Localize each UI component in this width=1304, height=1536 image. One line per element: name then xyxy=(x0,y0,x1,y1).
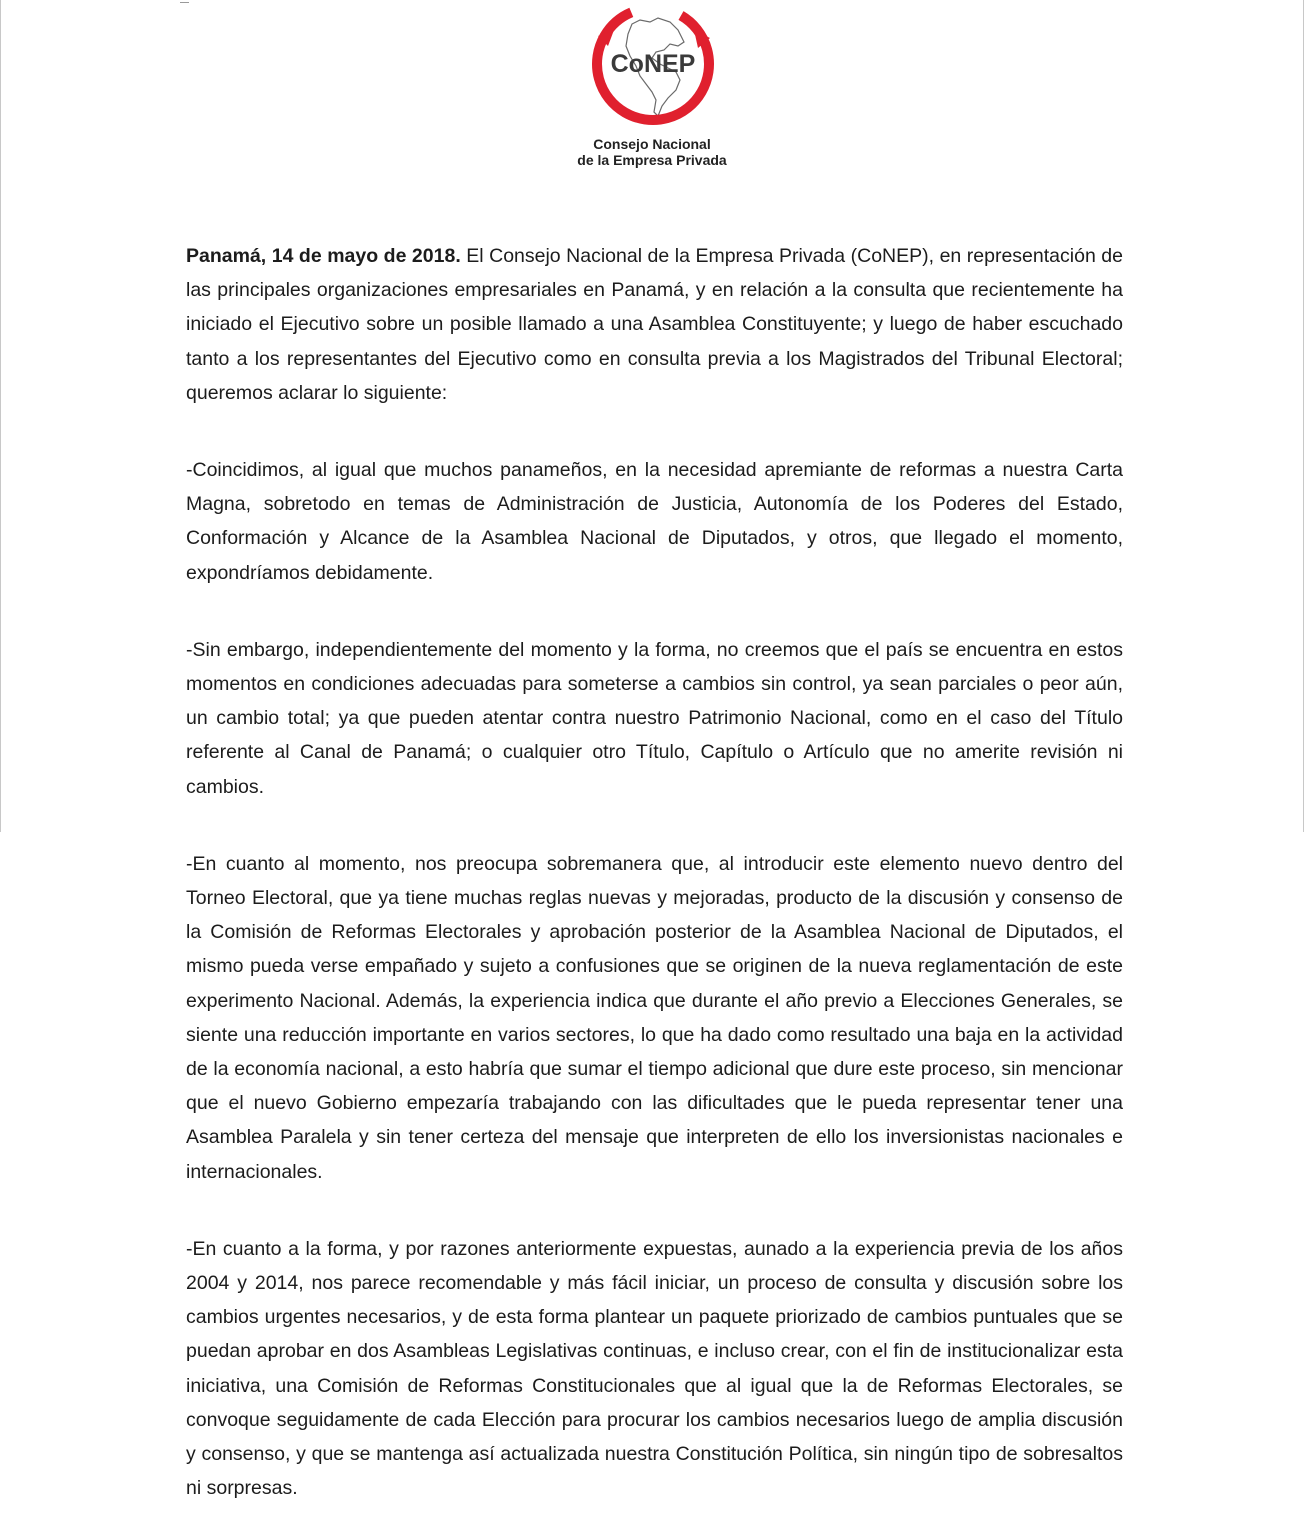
logo-name xyxy=(560,136,744,168)
intro-text: El Consejo Nacional de la Empresa Privada (CoNEP), en representación de las principales organizaciones empresariales en Panamá, y en relación a la consulta que recientemente ha iniciado el Ejecutivo sobre un posible llamado a una Asamblea Constituyente; y luego de haber escuchado tanto a los representantes del Ejecutivo como en consulta previa a los Magistrados del Tribunal Electoral; queremos aclarar lo siguiente: xyxy=(186,245,1123,404)
conep-logo xyxy=(560,0,750,180)
logo-name-line-2: de la Empresa Privada xyxy=(577,152,727,168)
paragraph-sin-embargo: -Sin embargo, independientemente del momento y la forma, no creemos que el país se encuentra en estos momentos en condiciones adecuadas para someterse a cambios sin control, ya sean parciales o peor aún, un cambio total; ya que pueden atentar contra nuestro Patrimonio Nacional, como en el caso del Título referente al Canal de Panamá; o cualquier otro Título, Capítulo o Artículo que no amerite revisión ni cambios. xyxy=(186,638,1123,798)
statement-body xyxy=(186,239,1123,1506)
paragraph-coincidimos: -Coincidimos, al igual que muchos panameños, en la necesidad apremiante de reformas a nuestra Carta Magna, sobretodo en temas de Administración de Justicia, Autonomía de los Poderes del Estado, Conformación y Alcance de la Asamblea Nacional de Diputados, y otros, que llegado el momento, expondríamos debidamente. xyxy=(186,459,1123,584)
page-border-left xyxy=(0,0,1,832)
logo-acronym: CoNEP xyxy=(610,50,696,78)
intro-paragraph xyxy=(186,239,1123,410)
paragraph-momento: -En cuanto al momento, nos preocupa sobremanera que, al introducir este elemento nuevo dentro del Torneo Electoral, que ya tiene muchas reglas nuevas y mejoradas, producto de la discusión y consenso de la Comisión de Reformas Electorales y aprobación posterior de la Asamblea Nacional de Diputados, el mismo pueda verse empañado y sujeto a confusiones que se originen de la nueva reglamentación de este experimento Nacional. Además, la experiencia indica que durante el año previo a Elecciones Generales, se siente una reducción importante en varios sectores, lo que ha dado como resultado una baja en la actividad de la economía nacional, a esto habría que sumar el tiempo adicional que dure este proceso, sin mencionar que el nuevo Gobierno empezaría trabajando con las dificultades que le pueda representar tener una Asamblea Paralela y sin tener certeza del mensaje que interpreten de ello los inversionistas nacionales e internacionales. xyxy=(186,852,1123,1183)
logo-name-line-1: Consejo Nacional xyxy=(593,136,711,152)
dateline: Panamá, 14 de mayo de 2018. xyxy=(186,245,461,267)
paragraph-forma: -En cuanto a la forma, y por razones anteriormente expuestas, aunado a la experiencia previa de los años 2004 y 2014, nos parece recomendable y más fácil iniciar, un proceso de consulta y discusión sobre los cambios urgentes necesarios, y de esta forma plantear un paquete priorizado de cambios puntuales que se puedan aprobar en dos Asambleas Legislativas continuas, e incluso crear, con el fin de institucionalizar esta iniciativa, una Comisión de Reformas Constitucionales que al igual que la de Reformas Electorales, se convoque seguidamente de cada Elección para procurar los cambios necesarios luego de amplia discusión y consenso, y que se mantenga así actualizada nuestra Constitución Política, sin ningún tipo de sobresaltos ni sorpresas. xyxy=(186,1237,1123,1500)
corner-mark xyxy=(180,0,189,3)
conep-emblem-icon xyxy=(580,0,726,132)
